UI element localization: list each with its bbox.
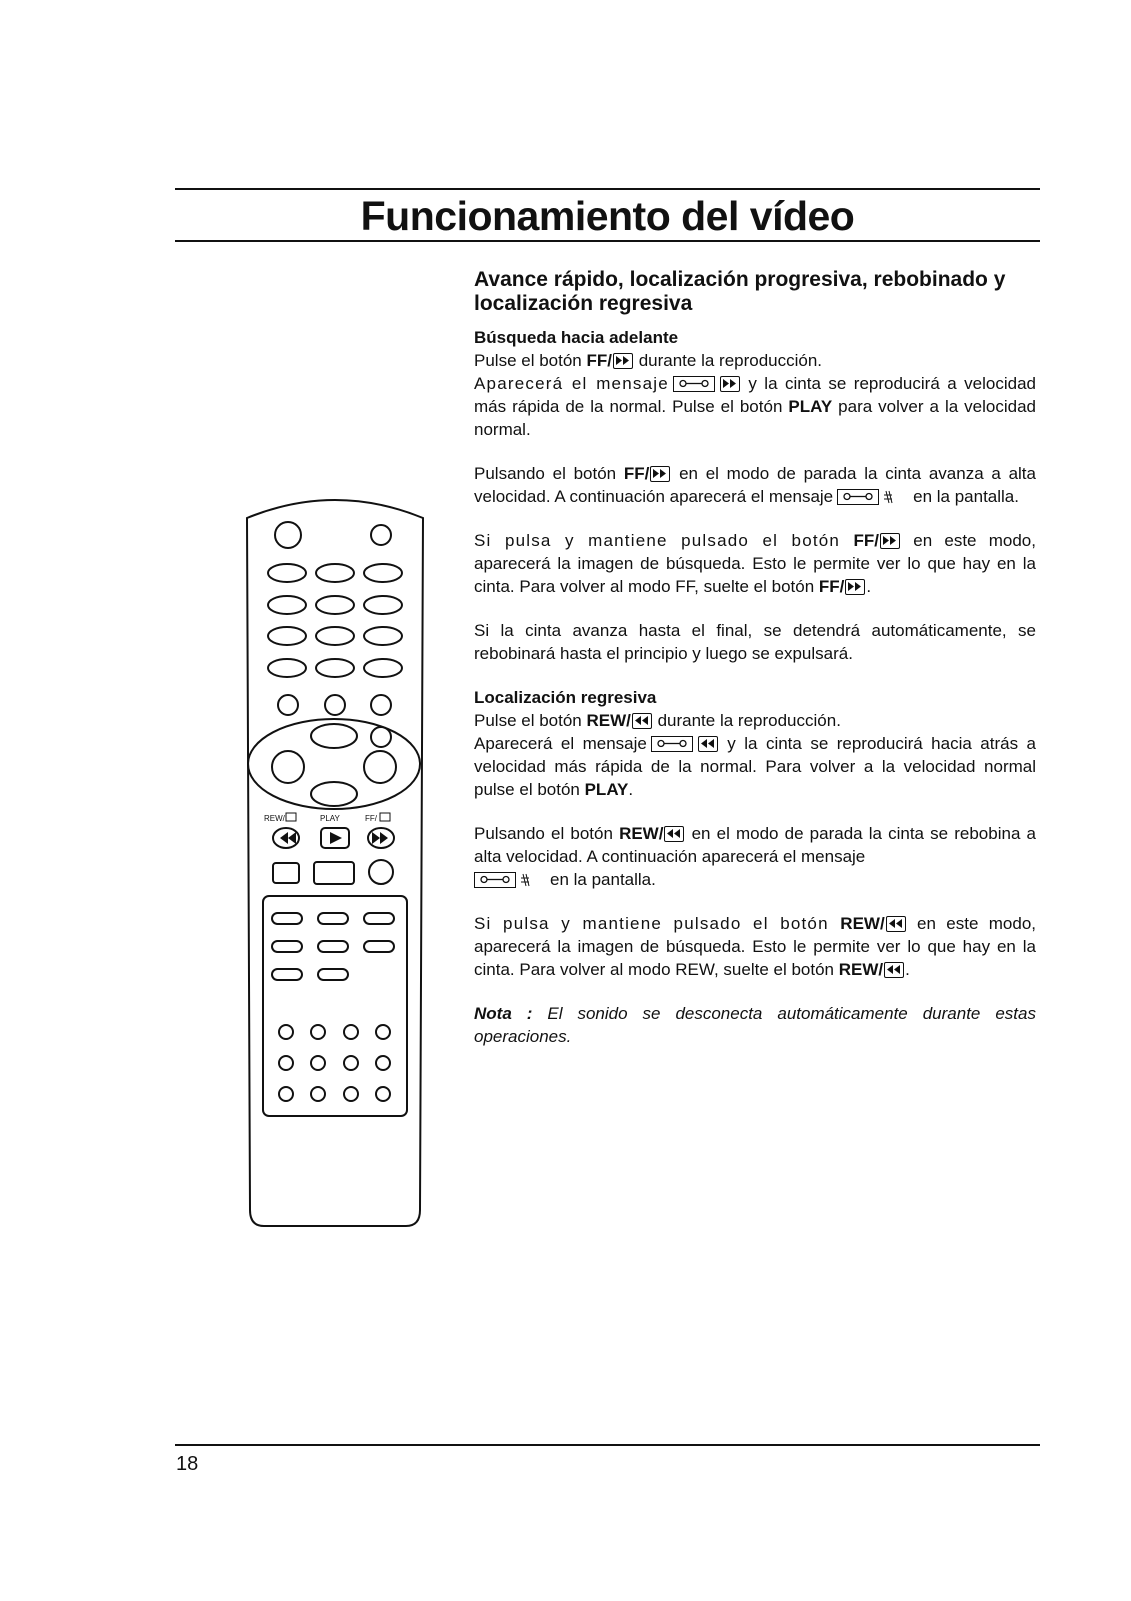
subheading-reverse: Localización regresiva	[474, 688, 657, 707]
forward-p4: Si pulsa y mantiene pulsado el botón FF/ en este modo, aparecerá la imagen de búsqueda. Esto le permite ver lo que hay en la cinta. Para volver al modo FF, suelte el botón FF/ .	[474, 531, 1036, 596]
fast-forward-icon	[880, 533, 900, 549]
fast-forward-icon	[720, 376, 740, 392]
cassette-icon	[651, 736, 693, 752]
cassette-icon	[837, 489, 879, 505]
subheading-forward: Búsqueda hacia adelante	[474, 328, 679, 347]
title-top-rule	[175, 188, 1040, 190]
remote-control-illustration	[244, 498, 426, 1238]
rewind-icon	[698, 736, 718, 752]
cassette-icon	[673, 376, 715, 392]
page-number: 18	[176, 1453, 199, 1475]
forward-p1: Pulse el botón FF/ durante la reproducción.	[474, 351, 823, 370]
fast-forward-icon	[650, 466, 670, 482]
fast-wind-icon	[520, 872, 530, 888]
ff-button-label: FF/	[365, 814, 377, 823]
forward-p2: Aparecerá el mensaje y la cinta se reproducirá a velocidad más rápida de la normal. Pulse el botón PLAY para volver a la velocidad normal.	[474, 374, 1036, 439]
rewind-icon	[884, 962, 904, 978]
section-heading: Avance rápido, localización progresiva, rebobinado y localización regresiva	[474, 268, 1006, 315]
rew-button-label: REW/	[264, 814, 285, 823]
reverse-p1: Pulse el botón REW/ durante la reproducción.	[474, 711, 841, 730]
rewind-icon	[886, 916, 906, 932]
reverse-p3: Pulsando el botón REW/ en el modo de parada la cinta se rebobina a alta velocidad. A continuación aparecerá el mensaje en la pantalla.	[474, 824, 1036, 889]
title-bottom-rule	[175, 240, 1040, 242]
reverse-p2: Aparecerá el mensaje y la cinta se reproducirá hacia atrás a velocidad más rápida de la normal. Para volver a la velocidad normal pulse el botón PLAY.	[474, 734, 1036, 799]
page-title: Funcionamiento del vídeo	[360, 193, 855, 239]
fast-forward-icon	[845, 579, 865, 595]
reverse-p4: Si pulsa y mantiene pulsado el botón REW/ en este modo, aparecerá la imagen de búsqueda. Esto le permite ver lo que hay en la cinta. Para volver al modo REW, suelte el botón REW/ .	[474, 914, 1036, 979]
forward-p5: Si la cinta avanza hasta el final, se detendrá automáticamente, se rebobinará hasta el principio y luego se expulsará.	[474, 621, 1036, 663]
rewind-icon	[664, 826, 684, 842]
fast-forward-icon	[613, 353, 633, 369]
forward-p3: Pulsando el botón FF/ en el modo de parada la cinta avanza a alta velocidad. A continuación aparecerá el mensaje en la pantalla.	[474, 464, 1036, 506]
footer-rule	[175, 1444, 1040, 1446]
rewind-icon	[632, 713, 652, 729]
main-content	[474, 268, 1036, 1069]
fast-wind-icon	[883, 489, 893, 505]
play-button-label: PLAY	[320, 814, 340, 823]
note: Nota : El sonido se desconecta automáticamente durante estas operaciones.	[474, 1004, 1036, 1046]
cassette-icon	[474, 872, 516, 888]
